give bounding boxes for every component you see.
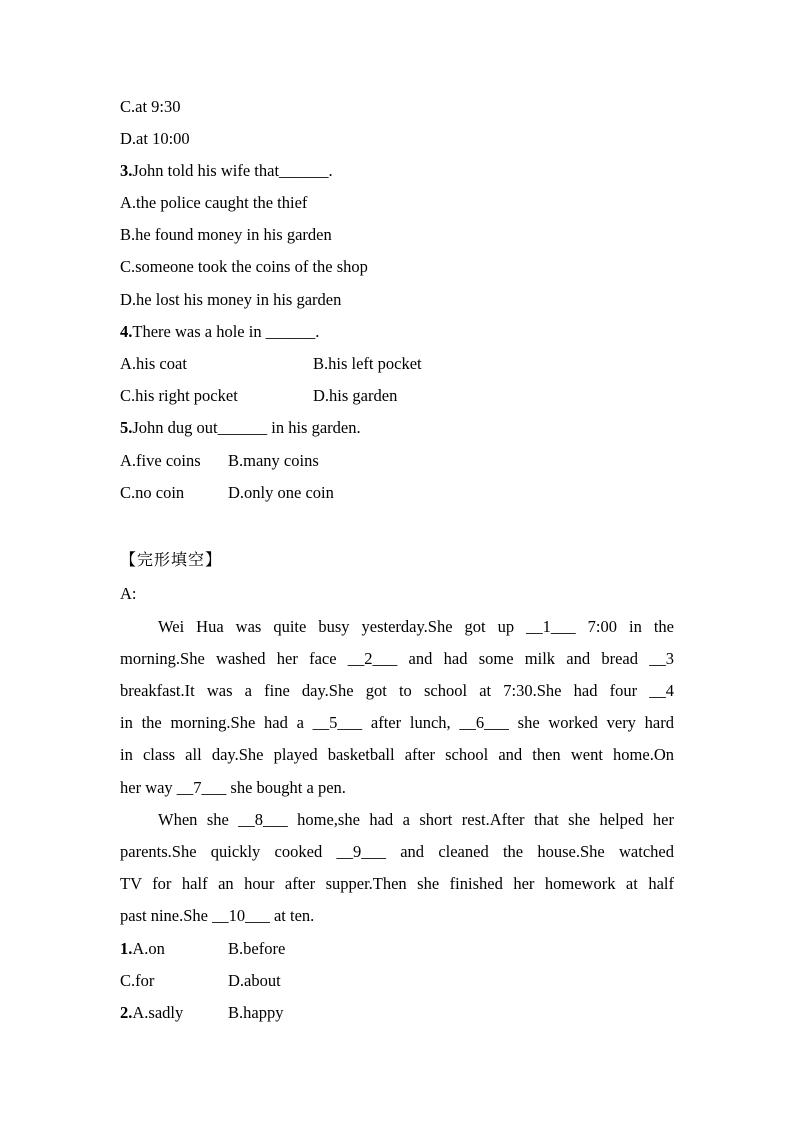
cloze-p1-line: Wei Hua was quite busy yesterday.She got up __1___ 7:00 in the	[158, 617, 674, 636]
q5-option-d: D.only one coin	[228, 483, 334, 502]
q5-number: 5.	[120, 418, 133, 437]
cloze-q1-option-a: A.on	[132, 939, 165, 958]
q5-options-row1	[120, 451, 674, 471]
q4-option-d: D.his garden	[313, 386, 398, 405]
q4-option-a: A.his coat	[120, 354, 187, 373]
q5-option-c: C.no coin	[120, 483, 185, 502]
cloze-q1-option-c: C.for	[120, 971, 155, 990]
q2-option-d: D.at 10:00	[120, 129, 190, 148]
q5-options-row2	[120, 483, 674, 503]
cloze-q2-row1	[120, 1003, 674, 1023]
q4-options-row1	[120, 354, 674, 374]
q5-stem: John dug out______ in his garden.	[132, 418, 361, 437]
cloze-q2-option-a: A.sadly	[132, 1003, 184, 1022]
q3-option-a: A.the police caught the thief	[120, 193, 308, 212]
q4-option-c: C.his right pocket	[120, 386, 238, 405]
q5-option-a: A.five coins	[120, 451, 201, 470]
q3-number: 3.	[120, 161, 133, 180]
cloze-p1-line: in the morning.She had a __5___ after lunch, __6___ she worked very hard	[120, 713, 674, 732]
cloze-p1-line: her way __7___ she bought a pen.	[120, 778, 346, 797]
q4-options-row2	[120, 386, 674, 406]
q4-option-b: B.his left pocket	[313, 354, 422, 373]
cloze-p2-line: past nine.She __10___ at ten.	[120, 906, 315, 925]
cloze-q1-row1	[120, 939, 674, 959]
section-heading-cloze: 【完形填空】	[120, 550, 223, 569]
cloze-q1-number: 1.	[120, 939, 133, 958]
cloze-p1-line: in class all day.She played basketball after school and then went home.On	[120, 745, 674, 764]
q4-stem: There was a hole in ______.	[132, 322, 320, 341]
q5-question	[120, 418, 674, 438]
q3-option-d: D.he lost his money in his garden	[120, 290, 342, 309]
cloze-p1-line: morning.She washed her face __2___ and had some milk and bread __3	[120, 649, 674, 668]
q3-question	[120, 161, 674, 181]
cloze-part-label: A:	[120, 584, 137, 603]
cloze-q1-option-d: D.about	[228, 971, 281, 990]
cloze-p1-line: breakfast.It was a fine day.She got to school at 7:30.She had four __4	[120, 681, 674, 700]
cloze-p2-line: TV for half an hour after supper.Then she finished her homework at half	[120, 874, 674, 893]
q3-option-b: B.he found money in his garden	[120, 225, 332, 244]
q5-option-b: B.many coins	[228, 451, 319, 470]
q4-question	[120, 322, 674, 342]
cloze-q2-number: 2.	[120, 1003, 133, 1022]
cloze-q1-option-b: B.before	[228, 939, 286, 958]
q3-option-c: C.someone took the coins of the shop	[120, 257, 368, 276]
cloze-p2-line: When she __8___ home,she had a short rest.After that she helped her	[158, 810, 674, 829]
q3-stem: John told his wife that______.	[132, 161, 333, 180]
q2-option-c: C.at 9:30	[120, 97, 181, 116]
cloze-q1-row2	[120, 971, 674, 991]
cloze-p2-line: parents.She quickly cooked __9___ and cleaned the house.She watched	[120, 842, 674, 861]
q4-number: 4.	[120, 322, 133, 341]
cloze-q2-option-b: B.happy	[228, 1003, 284, 1022]
